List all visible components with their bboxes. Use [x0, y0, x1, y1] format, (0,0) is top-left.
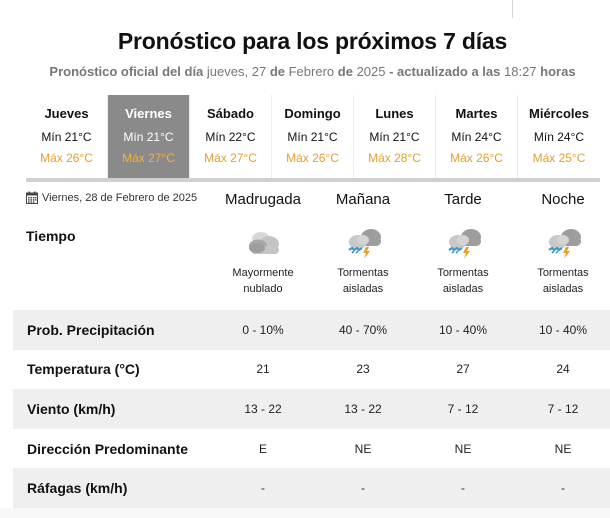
- day-max-temp: Máx 26°C: [40, 151, 93, 165]
- cell-value: NE: [554, 441, 572, 456]
- weather-description: [313, 265, 413, 297]
- row-label: Viento (km/h): [27, 400, 116, 417]
- subtitle-de: de: [269, 64, 285, 79]
- day-tabs: [26, 95, 600, 182]
- weather-desc-line: Tormentas: [537, 267, 589, 279]
- isolated-storms-icon: [441, 226, 485, 260]
- day-name: Viernes: [125, 106, 172, 121]
- cell-value: -: [561, 481, 565, 496]
- weather-desc-line: Mayormente: [232, 267, 294, 279]
- row-wind: [13, 389, 610, 429]
- subtitle-de: de: [337, 64, 353, 79]
- forecast-table: [13, 310, 610, 508]
- row-label: Prob. Precipitación: [27, 321, 155, 338]
- cell-value: E: [258, 441, 267, 456]
- weather-cell-manana: [313, 226, 413, 297]
- period-header-noche: Noche: [541, 191, 585, 208]
- cell-value: -: [261, 481, 265, 496]
- subtitle-weekday: jueves, 27: [206, 64, 267, 79]
- cell-value: 7 - 12: [447, 401, 479, 416]
- weather-description: [413, 265, 513, 297]
- period-header-madrugada: Madrugada: [225, 191, 301, 208]
- cell-value: 13 - 22: [344, 401, 382, 416]
- cell-value: 23: [356, 362, 370, 377]
- day-min-temp: Mín 21°C: [123, 130, 174, 144]
- day-tab-martes[interactable]: [436, 95, 518, 178]
- tiempo-label: Tiempo: [26, 228, 76, 244]
- cell-value: 0 - 10%: [242, 322, 284, 337]
- page-title: Pronóstico para los próximos 7 días: [117, 28, 508, 54]
- page-subtitle: [0, 64, 610, 79]
- subtitle-prefix: Pronóstico oficial del día: [49, 64, 204, 79]
- cell-value: 7 - 12: [547, 401, 579, 416]
- day-max-temp: Máx 25°C: [532, 151, 586, 165]
- period-header-manana: Mañana: [335, 191, 391, 208]
- weather-desc-line: aisladas: [342, 283, 384, 295]
- subtitle-month: Febrero: [288, 64, 335, 79]
- row-gusts: [13, 468, 610, 508]
- cell-value: 10 - 40%: [438, 322, 488, 337]
- cell-value: NE: [354, 441, 372, 456]
- day-max-temp: Máx 26°C: [450, 151, 503, 165]
- day-tab-lunes[interactable]: [354, 95, 436, 178]
- day-tab-domingo[interactable]: [272, 95, 354, 178]
- weather-desc-line: Tormentas: [337, 267, 389, 279]
- cell-value: 27: [456, 362, 470, 377]
- day-min-temp: Mín 21°C: [287, 130, 338, 144]
- cell-value: 24: [556, 362, 570, 377]
- day-max-temp: Máx 28°C: [368, 151, 421, 165]
- day-name: Sábado: [207, 106, 254, 121]
- row-label: Temperatura (°C): [27, 361, 140, 378]
- day-tab-jueves[interactable]: [26, 95, 108, 178]
- weather-description: [513, 265, 610, 297]
- top-divider: [512, 0, 513, 18]
- weather-desc-line: aisladas: [442, 283, 484, 295]
- weather-cell-tarde: [413, 226, 513, 297]
- weather-cell-madrugada: [213, 226, 313, 297]
- day-min-temp: Mín 24°C: [533, 130, 585, 144]
- day-name: Lunes: [375, 106, 414, 121]
- period-header-tarde: Tarde: [444, 191, 482, 208]
- subtitle-hours: horas: [540, 64, 576, 79]
- day-tab-sabado[interactable]: [190, 95, 272, 178]
- subtitle-year: 2025: [356, 64, 386, 79]
- day-tab-miercoles[interactable]: [518, 95, 600, 178]
- cell-value: -: [361, 481, 365, 496]
- cell-value: -: [461, 481, 465, 496]
- day-max-temp: Máx 27°C: [204, 151, 257, 165]
- isolated-storms-icon: [541, 226, 585, 260]
- day-name: Miércoles: [529, 106, 589, 121]
- day-min-temp: Mín 22°C: [205, 130, 256, 144]
- cell-value: 13 - 22: [244, 401, 282, 416]
- row-precipitation: [13, 310, 610, 350]
- day-max-temp: Máx 27°C: [122, 151, 175, 165]
- row-direction: [13, 429, 610, 469]
- weather-cell-noche: [513, 226, 610, 297]
- row-temperature: [13, 350, 610, 390]
- day-min-temp: Mín 21°C: [41, 130, 92, 144]
- weather-desc-line: nublado: [243, 283, 283, 295]
- bottom-edge: [0, 508, 610, 518]
- isolated-storms-icon: [341, 226, 385, 260]
- day-tab-viernes[interactable]: [108, 95, 190, 178]
- day-max-temp: Máx 26°C: [286, 151, 339, 165]
- weather-description: [213, 265, 313, 297]
- day-name: Domingo: [284, 106, 341, 121]
- selected-date: [26, 191, 197, 204]
- day-min-temp: Mín 24°C: [451, 130, 502, 144]
- mostly-cloudy-icon: [241, 226, 285, 260]
- selected-date-text: Viernes, 28 de Febrero de 2025: [42, 191, 198, 204]
- weather-desc-line: aisladas: [542, 283, 584, 295]
- calendar-icon: [26, 191, 38, 204]
- cell-value: 21: [256, 362, 270, 377]
- day-min-temp: Mín 21°C: [369, 130, 420, 144]
- day-name: Martes: [455, 106, 498, 121]
- cell-value: 10 - 40%: [538, 322, 588, 337]
- day-name: Jueves: [44, 106, 89, 121]
- subtitle-updated: - actualizado a las: [389, 64, 501, 79]
- subtitle-time: 18:27: [504, 64, 537, 79]
- cell-value: 40 - 70%: [338, 322, 388, 337]
- row-label: Dirección Predominante: [27, 440, 189, 457]
- weather-desc-line: Tormentas: [437, 267, 489, 279]
- row-label: Ráfagas (km/h): [27, 480, 128, 497]
- cell-value: NE: [454, 441, 472, 456]
